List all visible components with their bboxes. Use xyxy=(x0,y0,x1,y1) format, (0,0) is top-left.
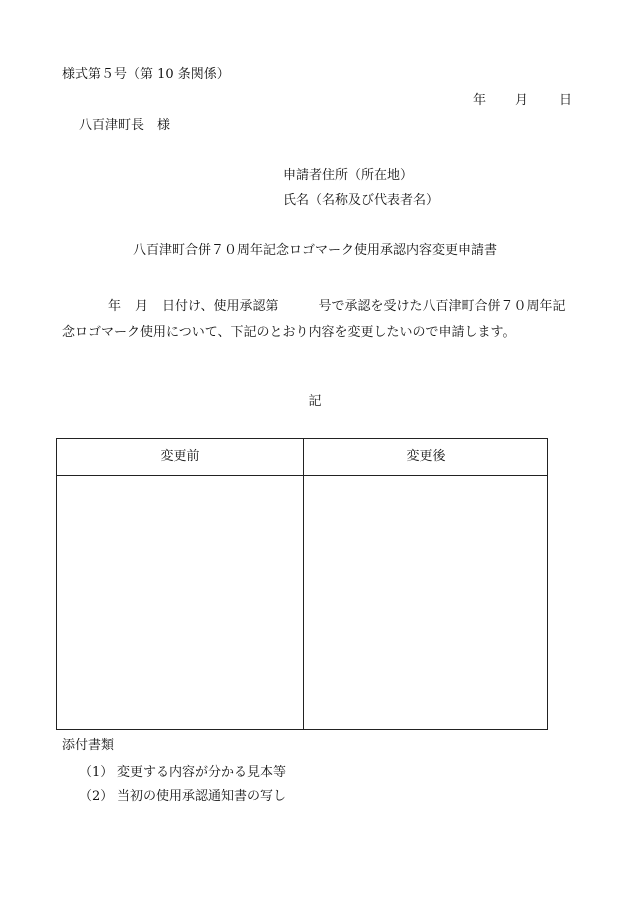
body-month: 月 xyxy=(135,299,149,314)
date-month: 月 xyxy=(515,93,529,108)
attachment-item xyxy=(79,789,286,805)
applicant-name-label: 氏名（名称及び代表者名） xyxy=(283,193,440,208)
attachment-item xyxy=(79,765,286,781)
form-number: 様式第５号（第 10 条関係） xyxy=(62,67,230,82)
application-body xyxy=(62,294,572,346)
document-title: 八百津町合併７０周年記念ロゴマーク使用承認内容変更申請書 xyxy=(132,243,497,258)
applicant-address-label: 申請者住所（所在地） xyxy=(283,168,414,183)
body-date-suffix: 日付け、使用承認第 xyxy=(162,299,279,314)
attachment-number: （1） xyxy=(79,765,114,780)
attachments-heading: 添付書類 xyxy=(62,738,115,753)
before-change-header: 変更前 xyxy=(160,449,200,464)
body-rest: 号で承認を受けた八百津町合併７０周年記念ロゴマーク使用について、下記のとおり内容を変更したいので申請します。 xyxy=(62,299,566,340)
attachment-text: 当初の使用承認通知書の写し xyxy=(117,789,287,804)
after-change-header: 変更後 xyxy=(406,449,446,464)
body-year: 年 xyxy=(108,299,122,314)
attachment-number: （2） xyxy=(79,789,114,804)
date-year: 年 xyxy=(473,93,487,108)
date-day: 日 xyxy=(559,93,573,108)
change-table xyxy=(56,438,548,730)
after-change-cell[interactable] xyxy=(304,476,549,729)
before-change-cell[interactable] xyxy=(57,476,302,729)
addressee: 八百津町長 様 xyxy=(79,118,171,133)
attachment-text: 変更する内容が分かる見本等 xyxy=(117,765,287,780)
ki-heading: 記 xyxy=(308,394,322,409)
